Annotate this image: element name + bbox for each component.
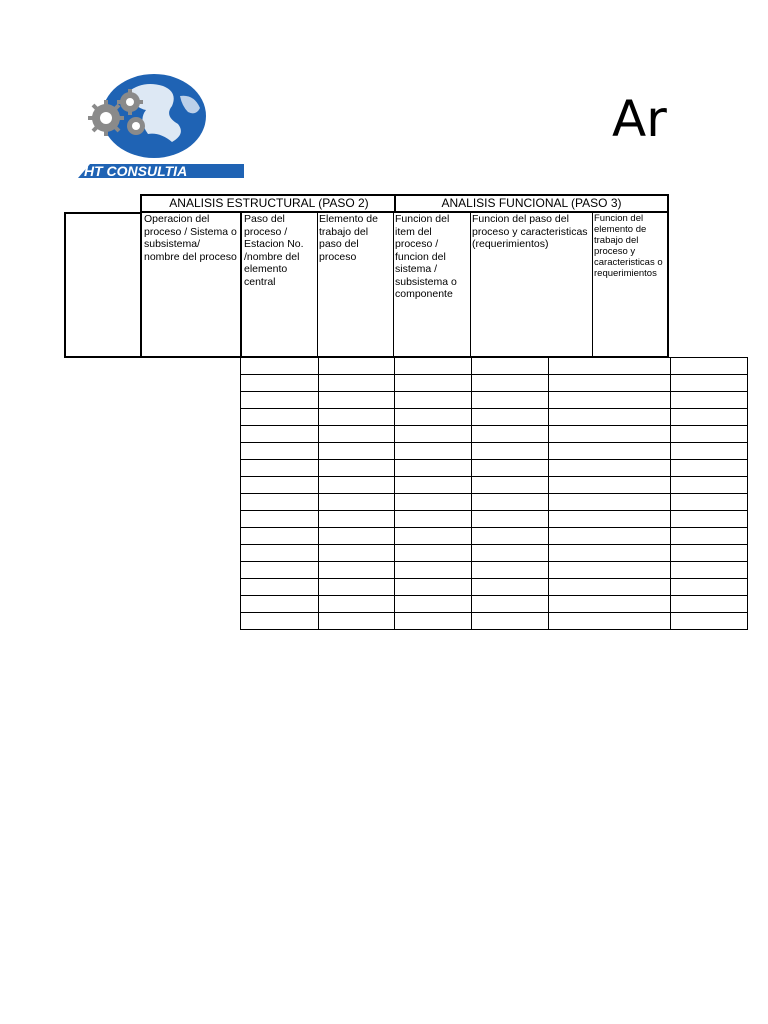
table-cell[interactable]: [241, 358, 319, 375]
table-cell[interactable]: [671, 613, 748, 630]
table-cell[interactable]: [241, 375, 319, 392]
table-cell[interactable]: [472, 596, 549, 613]
table-cell[interactable]: [395, 409, 472, 426]
table-cell[interactable]: [319, 494, 395, 511]
table-cell[interactable]: [472, 562, 549, 579]
table-cell[interactable]: [472, 375, 549, 392]
table-cell[interactable]: [241, 443, 319, 460]
table-cell[interactable]: [472, 358, 549, 375]
functional-analysis-header: ANALISIS FUNCIONAL (PASO 3): [394, 194, 669, 213]
table-cell[interactable]: [549, 596, 671, 613]
table-cell[interactable]: [549, 392, 671, 409]
table-cell[interactable]: [395, 579, 472, 596]
table-cell[interactable]: [671, 494, 748, 511]
table-cell[interactable]: [549, 494, 671, 511]
table-cell[interactable]: [671, 426, 748, 443]
table-cell[interactable]: [395, 545, 472, 562]
table-cell[interactable]: [319, 375, 395, 392]
table-cell[interactable]: [671, 392, 748, 409]
table-cell[interactable]: [241, 494, 319, 511]
table-cell[interactable]: [472, 460, 549, 477]
table-cell[interactable]: [472, 613, 549, 630]
table-cell[interactable]: [395, 443, 472, 460]
table-cell[interactable]: [395, 562, 472, 579]
column-header-process-step: Paso del proceso / Estacion No. /nombre del elemento central: [240, 212, 318, 358]
table-cell[interactable]: [549, 511, 671, 528]
table-cell[interactable]: [395, 596, 472, 613]
table-cell[interactable]: [241, 426, 319, 443]
table-cell[interactable]: [671, 596, 748, 613]
table-cell[interactable]: [319, 460, 395, 477]
table-row: [241, 392, 748, 409]
table-row: [241, 579, 748, 596]
table-row: [241, 494, 748, 511]
table-row: [241, 477, 748, 494]
table-cell[interactable]: [319, 358, 395, 375]
table-cell[interactable]: [472, 511, 549, 528]
table-cell[interactable]: [472, 545, 549, 562]
table-cell[interactable]: [395, 392, 472, 409]
table-cell[interactable]: [472, 392, 549, 409]
table-cell[interactable]: [671, 443, 748, 460]
table-cell[interactable]: [671, 358, 748, 375]
table-cell[interactable]: [241, 409, 319, 426]
table-cell[interactable]: [472, 409, 549, 426]
data-grid: [240, 357, 748, 630]
table-cell[interactable]: [472, 579, 549, 596]
table-cell[interactable]: [549, 426, 671, 443]
table-cell[interactable]: [671, 579, 748, 596]
table-cell[interactable]: [395, 358, 472, 375]
table-cell[interactable]: [549, 409, 671, 426]
table-cell[interactable]: [671, 545, 748, 562]
table-cell[interactable]: [241, 392, 319, 409]
table-cell[interactable]: [671, 528, 748, 545]
table-cell[interactable]: [319, 596, 395, 613]
table-cell[interactable]: [319, 579, 395, 596]
table-cell[interactable]: [671, 511, 748, 528]
table-cell[interactable]: [319, 613, 395, 630]
table-cell[interactable]: [671, 477, 748, 494]
table-cell[interactable]: [319, 409, 395, 426]
ht-consultia-logo: [68, 72, 246, 182]
column-header-work-element: Elemento de trabajo del paso del proceso: [317, 212, 394, 358]
table-cell[interactable]: [319, 426, 395, 443]
table-row: [241, 545, 748, 562]
table-cell[interactable]: [241, 511, 319, 528]
table-cell[interactable]: [395, 477, 472, 494]
table-row: [241, 596, 748, 613]
table-row: [241, 443, 748, 460]
table-cell[interactable]: [472, 528, 549, 545]
table-row: [241, 528, 748, 545]
table-cell[interactable]: [671, 460, 748, 477]
table-cell[interactable]: [472, 494, 549, 511]
table-cell[interactable]: [395, 528, 472, 545]
table-cell[interactable]: [395, 426, 472, 443]
table-cell[interactable]: [241, 477, 319, 494]
table-cell[interactable]: [319, 392, 395, 409]
column-header-step-function: Funcion del paso del proceso y caracteristicas (requerimientos): [470, 212, 593, 358]
table-cell[interactable]: [671, 562, 748, 579]
table-cell[interactable]: [472, 477, 549, 494]
table-cell[interactable]: [549, 562, 671, 579]
table-row: [241, 460, 748, 477]
table-row: [241, 375, 748, 392]
column-header-process-operation: Operacion del proceso / Sistema o subsistema/ nombre del proceso: [140, 212, 241, 358]
table-cell[interactable]: [549, 477, 671, 494]
table-cell[interactable]: [319, 545, 395, 562]
table-cell[interactable]: [395, 460, 472, 477]
table-cell[interactable]: [241, 528, 319, 545]
table-cell[interactable]: [549, 528, 671, 545]
table-cell[interactable]: [319, 562, 395, 579]
table-cell[interactable]: [472, 443, 549, 460]
table-cell[interactable]: [472, 426, 549, 443]
table-cell[interactable]: [549, 358, 671, 375]
column-header-item-function: Funcion del item del proceso / funcion del sistema / subsistema o componente: [393, 212, 471, 358]
table-cell[interactable]: [671, 375, 748, 392]
table-cell[interactable]: [671, 409, 748, 426]
table-row: [241, 409, 748, 426]
table-row: [241, 358, 748, 375]
column-header-work-element-function: Funcion del elemento de trabajo del proceso y caracteristicas o requerimientos: [592, 212, 669, 358]
table-cell[interactable]: [241, 579, 319, 596]
table-cell[interactable]: [319, 477, 395, 494]
table-cell[interactable]: [549, 613, 671, 630]
table-cell[interactable]: [549, 460, 671, 477]
table-row: [241, 562, 748, 579]
table-row: [241, 613, 748, 630]
table-cell[interactable]: [549, 579, 671, 596]
table-cell[interactable]: [241, 562, 319, 579]
table-cell[interactable]: [395, 511, 472, 528]
table-cell[interactable]: [549, 443, 671, 460]
table-cell[interactable]: [395, 494, 472, 511]
blank-header-cell: [64, 212, 142, 358]
table-cell[interactable]: [241, 545, 319, 562]
table-row: [241, 426, 748, 443]
table-cell[interactable]: [319, 511, 395, 528]
logo-text: HT CONSULTIA: [84, 163, 188, 179]
table-cell[interactable]: [241, 596, 319, 613]
table-cell[interactable]: [319, 528, 395, 545]
table-cell[interactable]: [549, 545, 671, 562]
table-cell[interactable]: [319, 443, 395, 460]
structural-analysis-header: ANALISIS ESTRUCTURAL (PASO 2): [140, 194, 396, 213]
page-title: Ar: [612, 90, 667, 148]
table-cell[interactable]: [549, 375, 671, 392]
table-cell[interactable]: [395, 613, 472, 630]
table-cell[interactable]: [241, 460, 319, 477]
table-cell[interactable]: [241, 613, 319, 630]
table-cell[interactable]: [395, 375, 472, 392]
table-row: [241, 511, 748, 528]
